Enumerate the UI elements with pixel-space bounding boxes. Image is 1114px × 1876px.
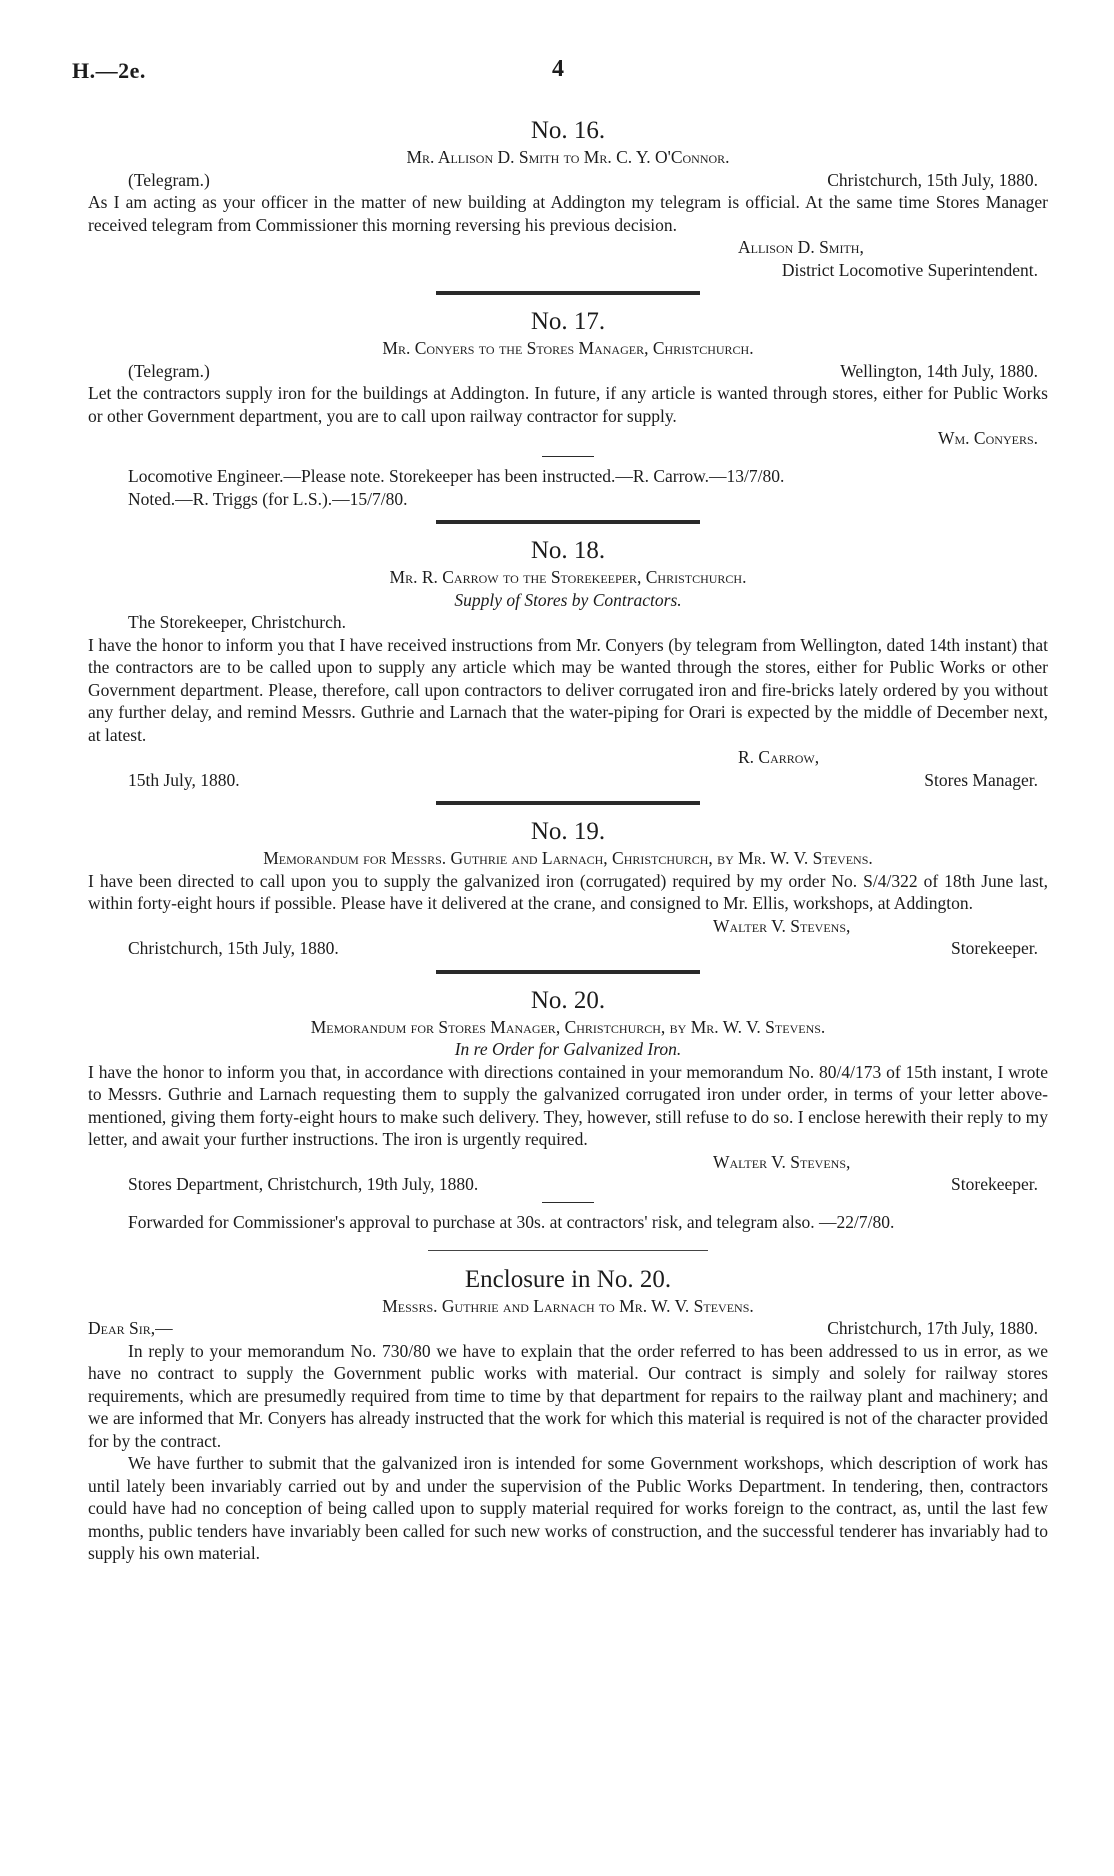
correspondents: Mr. Conyers to the Stores Manager, Christchurch. — [382, 338, 754, 358]
body-text: I have the honor to inform you that I have received instructions from Mr. Conyers (by telegram from Wellington, dated 14th instant) that the contractors are to be called upon to supply any article which may be wanted through the stores, either for Public Works or other Government department. Please, therefore, call upon contractors to deliver corrugated iron and fire-bricks lately ordered by you without any further delay, and remind Messrs. Guthrie and Larnach that the water-piping for Orari is expected by the middle of December next, at latest. — [88, 634, 1048, 745]
section-divider — [436, 970, 700, 974]
section-title: No. 20. — [530, 986, 606, 1014]
section-no-18 — [88, 536, 1048, 791]
signature-name: Walter V. Stevens, — [713, 915, 851, 936]
section-no-17 — [88, 307, 1048, 510]
section-divider — [436, 520, 700, 524]
correspondents: Messrs. Guthrie and Larnach to Mr. W. V. Stevens. — [382, 1295, 754, 1316]
section-title: No. 18. — [530, 537, 606, 564]
place-date: Wellington, 14th July, 1880. — [840, 360, 1038, 381]
minute-note: Noted.—R. Triggs (for L.S.).—15/7/80. — [128, 488, 408, 509]
body-text: Let the contractors supply iron for the buildings at Addington. In future, if any article is wanted through stores, either for Public Works or other Government department, you are to call upon railway contractor for supply. — [88, 383, 1048, 426]
header-row — [88, 169, 1048, 192]
page-number: 4 — [552, 56, 564, 82]
section-no-20 — [88, 986, 1048, 1234]
footer-row — [88, 937, 1048, 960]
place-date: Stores Department, Christchurch, 19th July, 1880. — [128, 1174, 479, 1194]
place-date: Christchurch, 17th July, 1880. — [827, 1318, 1038, 1338]
section-title: No. 16. — [530, 117, 606, 144]
body-text: I have been directed to call upon you to supply the galvanized iron (corrugated) required by my order No. S/4/322 of 18th June last, within forty-eight hours if possible. Please have it delivered at the crane, and consigned to Mr. Ellis, workshops, at Addington. — [88, 870, 1048, 913]
body-text: As I am acting as your officer in the matter of new building at Addington my telegram is official. At the same time Stores Manager received telegram from Commissioner this morning reversing his previous decision. — [88, 192, 1048, 235]
signature-title: Stores Manager. — [924, 769, 1038, 790]
section-title: Enclosure in No. 20. — [464, 1265, 672, 1293]
section-no-16 — [88, 116, 1048, 281]
section-divider — [436, 291, 700, 295]
footer-row — [88, 1173, 1048, 1196]
signature-name: R. Carrow, — [738, 747, 820, 767]
section-title: No. 19. — [530, 818, 606, 845]
minute-divider — [542, 456, 594, 458]
minute-divider — [542, 1202, 594, 1204]
body-paragraph: We have further to submit that the galvanized iron is intended for some Government workshops, which description of work has until lately been invariably carried out by and under the supervision of the Public Works Department. In tendering, then, contractors could have had no conception of being called upon to supply material required for works foreign to the contract, as, until the last few months, public tenders have invariably been called for such new works of construction, and the successful tenderer has invariably had to supply his own material. — [88, 1453, 1048, 1563]
section-enclosure — [88, 1265, 1048, 1565]
signature-title: Storekeeper. — [951, 1174, 1038, 1194]
header-row — [88, 360, 1048, 383]
section-subtitle: Supply of Stores by Contractors. — [454, 589, 682, 610]
section-subtitle: In re Order for Galvanized Iron. — [454, 1039, 682, 1059]
section-divider — [436, 801, 700, 805]
document-body — [88, 112, 1048, 1565]
correspondents: Memorandum for Stores Manager, Christchurch, by Mr. W. V. Stevens. — [310, 1016, 826, 1037]
letter-date: 15th July, 1880. — [128, 769, 240, 790]
body-paragraph: In reply to your memorandum No. 730/80 we have to explain that the order referred to has been addressed to us in error, as we have no contract to supply the Government public works with material. Our contract is simply and solely for railway stores requirements, which are presumedly required from time to time by that department for repairs to the railway plant and machinery; and we are informed that Mr. Conyers has already instructed that the work for which this material is required is not of the character provided for by the contract. — [88, 1340, 1048, 1451]
signature-title: District Locomotive Superintendent. — [781, 259, 1038, 280]
signature-name: Wm. Conyers. — [938, 428, 1038, 448]
body-text: I have the honor to inform you that, in accordance with directions contained in your memorandum No. 80/4/173 of 15th instant, I wrote to Messrs. Guthrie and Larnach requesting them to supply the galvanized corrugated iron under order, in terms of your letter above-mentioned, giving them forty-eight hours to make such delivery. They, however, still refuse to do so. I enclose herewith their reply to my letter, and await your further instructions. The iron is urgently required. — [88, 1061, 1048, 1149]
header-row — [88, 1317, 1048, 1340]
section-no-19 — [88, 817, 1048, 960]
place-date: Christchurch, 15th July, 1880. — [827, 169, 1038, 190]
signature-title: Storekeeper. — [951, 938, 1038, 958]
signature-name: Walter V. Stevens, — [713, 1151, 851, 1172]
correspondents: Mr. Allison D. Smith to Mr. C. Y. O'Connor. — [406, 147, 730, 167]
document-reference: H.—2e. — [72, 58, 146, 83]
document-type: (Telegram.) — [128, 169, 210, 190]
salutation: Dear Sir,— — [88, 1318, 173, 1338]
document-type: (Telegram.) — [128, 360, 210, 381]
minute-note: Locomotive Engineer.—Please note. Storekeeper has been instructed.—R. Carrow.—13/7/80. — [128, 466, 785, 486]
section-title: No. 17. — [530, 308, 606, 335]
place-date: Christchurch, 15th July, 1880. — [128, 938, 339, 958]
addressee: The Storekeeper, Christchurch. — [128, 612, 346, 632]
correspondents: Mr. R. Carrow to the Storekeeper, Christchurch. — [389, 567, 747, 587]
signature-name: Allison D. Smith, — [738, 237, 864, 257]
correspondents: Memorandum for Messrs. Guthrie and Larnach, Christchurch, by Mr. W. V. Stevens. — [263, 848, 873, 868]
section-divider — [428, 1250, 708, 1251]
footer-row — [88, 769, 1048, 792]
minute-note: Forwarded for Commissioner's approval to purchase at 30s. at contractors' risk, and telegram also. —22/7/80. — [128, 1212, 895, 1232]
